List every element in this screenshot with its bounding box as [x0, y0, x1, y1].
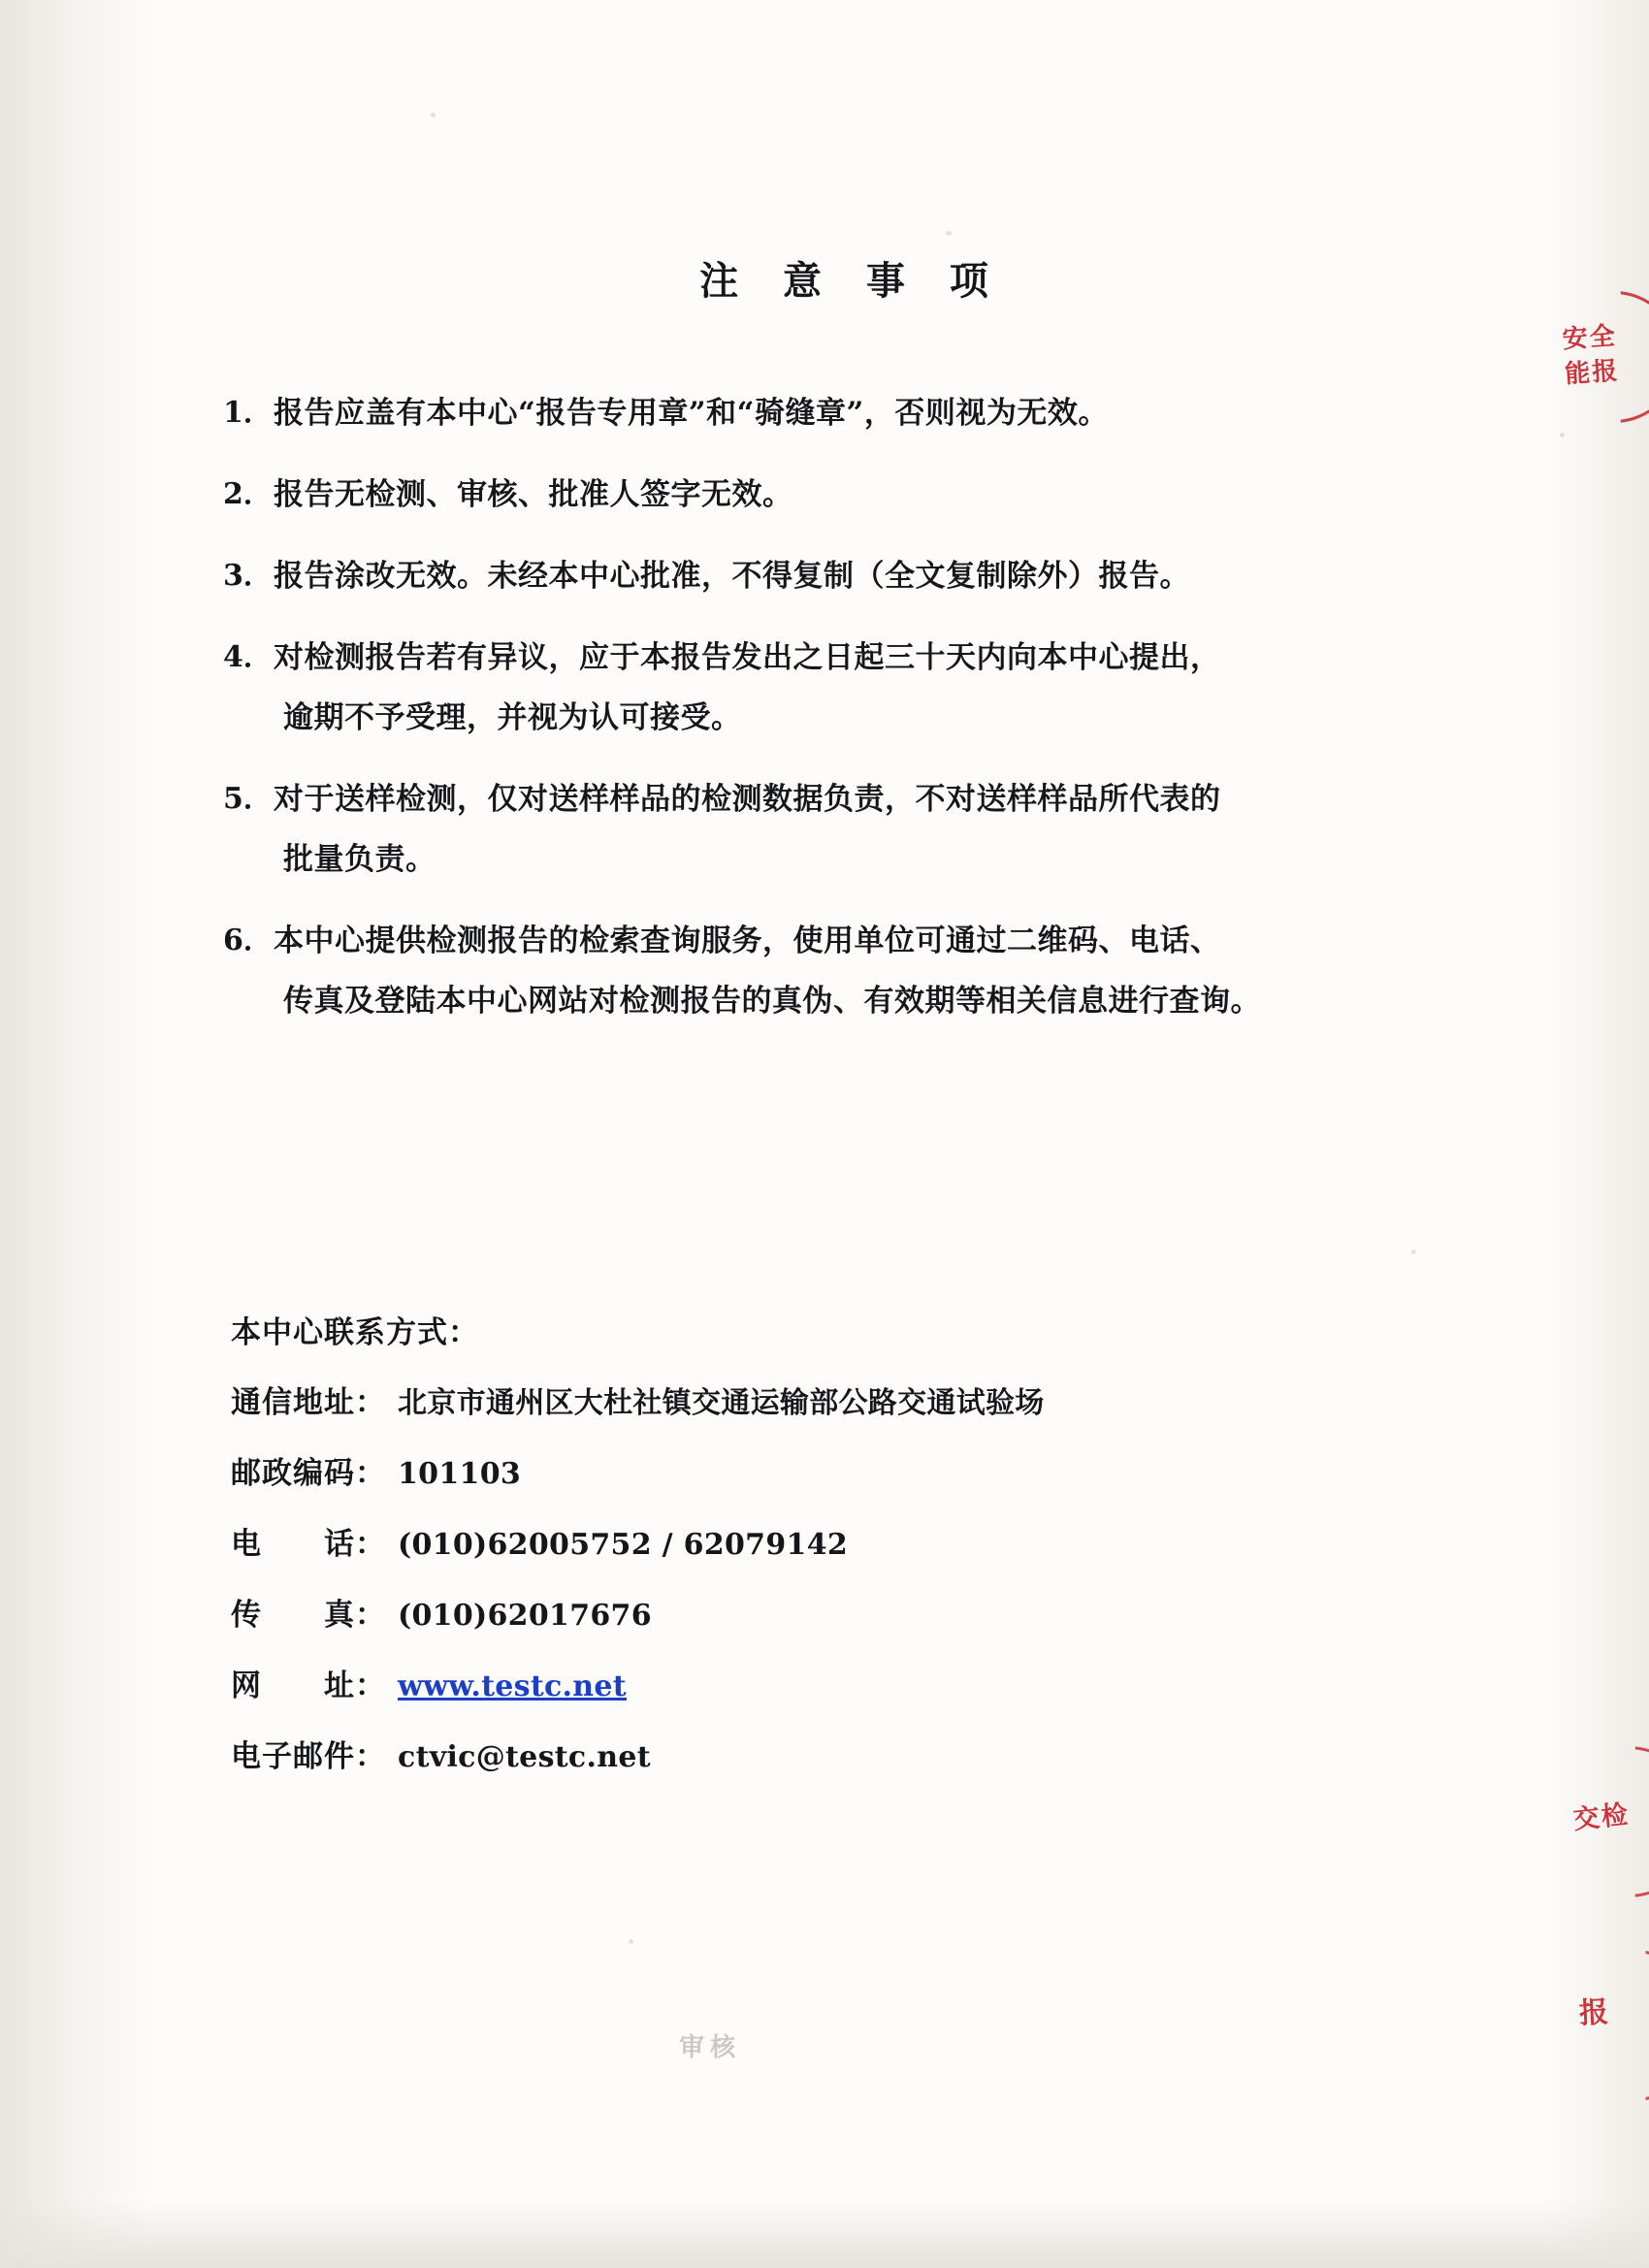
note-line: 报告应盖有本中心“报告专用章”和“骑缝章”，否则视为无效。 [274, 396, 1109, 431]
contact-label-text: 电子邮件 [231, 1739, 355, 1774]
contact-separator: ： [355, 1456, 386, 1491]
contact-label [231, 1651, 394, 1721]
contact-value: ctvic@testc.net [398, 1740, 651, 1774]
contact-separator: ： [355, 1739, 386, 1774]
red-stamp-bottom: 报 [1578, 1994, 1611, 2031]
contact-label [231, 1722, 394, 1792]
faint-watermark: 审核 [679, 2033, 742, 2062]
note-line: 报告涂改无效。未经本中心批准，不得复制（全文复制除外）报告。 [274, 559, 1190, 594]
note-number: 1． [223, 396, 273, 430]
scan-shadow-left [0, 0, 155, 2268]
red-stamp-top: 安全能报 [1561, 321, 1621, 390]
contact-row-email [231, 1722, 1511, 1793]
contact-label-text: 邮政编码 [231, 1456, 355, 1491]
contact-row-address [231, 1368, 1511, 1439]
contact-label [231, 1368, 394, 1438]
note-text [274, 546, 1504, 606]
note-line: 逾期不予受理，并视为认可接受。 [283, 700, 742, 735]
contact-label [231, 1580, 394, 1650]
contact-label-text: 电 话 [231, 1527, 355, 1562]
list-item [223, 546, 1504, 606]
note-number: 2． [223, 477, 273, 511]
contact-label-text: 网 址 [231, 1669, 355, 1703]
page-title: 注 意 事 项 [699, 258, 1004, 304]
note-line: 对于送样检测，仅对送样样品的检测数据负责，不对送样样品所代表的 [274, 782, 1221, 817]
note-text [274, 769, 1504, 890]
note-line: 批量负责。 [283, 842, 436, 877]
list-item [223, 383, 1504, 443]
note-number: 6． [223, 923, 273, 957]
contact-label-text: 传 真 [231, 1598, 355, 1633]
contact-label [231, 1439, 394, 1508]
contact-row-postcode [231, 1439, 1511, 1509]
contact-row-website [231, 1651, 1511, 1722]
contact-separator: ： [355, 1385, 386, 1420]
contact-separator: ： [355, 1669, 386, 1703]
contact-separator: ： [355, 1527, 386, 1562]
list-item [223, 628, 1504, 748]
list-item [223, 911, 1504, 1031]
website-link[interactable]: www.testc.net [398, 1669, 627, 1703]
contact-row-fax [231, 1580, 1511, 1651]
note-text [274, 911, 1504, 1031]
note-line: 本中心提供检测报告的检索查询服务，使用单位可通过二维码、电话、 [274, 923, 1221, 958]
note-line: 对检测报告若有异议，应于本报告发出之日起三十天内向本中心提出， [274, 640, 1221, 675]
note-text [274, 383, 1504, 443]
contact-value: (010)62005752 / 62079142 [398, 1528, 849, 1562]
note-number: 5． [223, 782, 273, 816]
note-line: 传真及登陆本中心网站对检测报告的真伪、有效期等相关信息进行查询。 [283, 984, 1261, 1019]
list-item [223, 769, 1504, 890]
note-line: 报告无检测、审核、批准人签字无效。 [274, 477, 793, 512]
notes-list [223, 383, 1504, 1053]
note-text [274, 628, 1504, 748]
note-text [274, 465, 1504, 525]
list-item [223, 465, 1504, 525]
document-content [144, 0, 1560, 2268]
note-number: 4． [223, 640, 273, 674]
contact-value: 北京市通州区大杜社镇交通运输部公路交通试验场 [398, 1386, 1045, 1420]
contact-block [231, 1298, 1511, 1793]
note-number: 3． [223, 559, 273, 593]
red-stamp-middle: 交检 [1571, 1799, 1632, 1836]
scan-speck [1560, 433, 1565, 437]
contact-heading: 本中心联系方式： [231, 1315, 479, 1350]
contact-value: (010)62017676 [398, 1599, 652, 1633]
contact-label-text: 通信地址 [231, 1385, 355, 1420]
contact-row-phone [231, 1509, 1511, 1580]
contact-label [231, 1509, 394, 1579]
contact-separator: ： [355, 1598, 386, 1633]
contact-value: 101103 [398, 1457, 522, 1491]
